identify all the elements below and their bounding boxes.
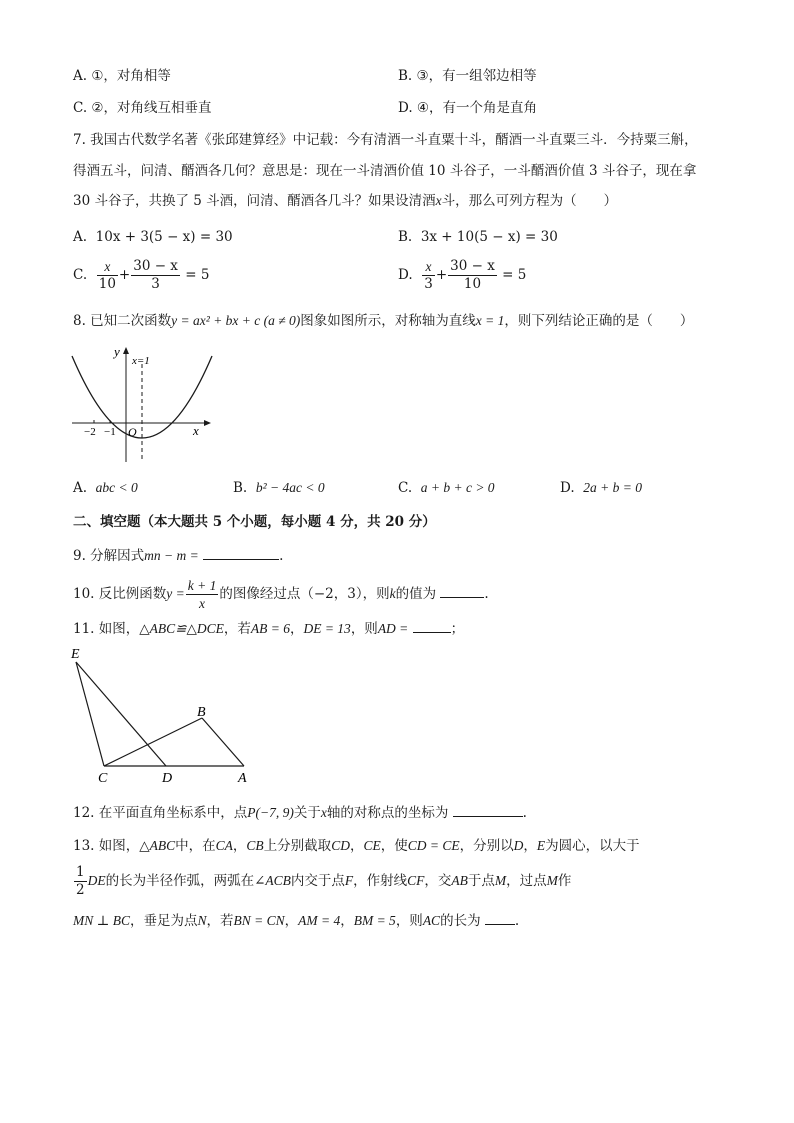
symmetry-label: x=1 <box>132 355 150 367</box>
q13-mn-perp-bc: MN ⊥ BC <box>73 913 130 928</box>
q11-congruence: △ABC≌△DCE <box>139 621 224 636</box>
q7-line-1: 7. 我国古代数学名著《张邱建算经》中记载：今有清酒一斗直粟十斗，醑酒一斗直粟三斗．今持粟三斛， <box>73 132 698 148</box>
q10-k: k <box>389 586 396 601</box>
q7-var-x: x <box>435 193 442 208</box>
q9-expression: mn − m = <box>144 548 199 563</box>
q13-angle-acb: ∠ACB <box>254 873 291 888</box>
q13-l3-text-a: ，垂足为点 <box>129 913 198 929</box>
q11-mid-1: ，若 <box>223 621 251 637</box>
segment-cb <box>104 718 202 766</box>
y-axis-arrow <box>123 347 129 354</box>
q13-l3-text-e: ，则 <box>395 913 423 929</box>
q13-l2-text-e: 于点 <box>467 873 495 889</box>
label-c: C <box>98 771 108 786</box>
q7-option-c-label: C. <box>73 267 88 283</box>
q13-point-n: N <box>197 913 207 928</box>
q13-text-f: ，分别以 <box>459 838 514 854</box>
q11-triangle-figure <box>66 644 266 786</box>
q13-l2-text-c: ，作射线 <box>353 873 408 889</box>
q13-l2-text-a: 的长为半径作弧，两弧在 <box>105 873 255 889</box>
q7-option-c: C. $\frac{x}{10}$ + $\frac{30 - x}{3}$ = 5 <box>73 258 210 292</box>
q8-stem-pre: 8. 已知二次函数 <box>73 313 172 329</box>
q13-point-e: E <box>536 838 546 853</box>
q13-cd-equals-ce: CD = CE <box>407 838 460 853</box>
q9-answer-blank[interactable] <box>203 545 279 560</box>
q13-text-d: ， <box>349 838 364 854</box>
q11-end: ； <box>450 621 465 637</box>
q11 <box>73 618 464 639</box>
q13-text-a: 中，在 <box>175 838 216 854</box>
q8-axis: x = 1 <box>475 313 505 328</box>
q8-stem-post: ，则下列结论正确的是（ ） <box>504 313 694 329</box>
tick-label-minus-2: −2 <box>84 426 96 438</box>
q13-text-g: ， <box>523 838 537 854</box>
q9 <box>73 545 283 566</box>
q10-y-equals: y = <box>166 586 185 601</box>
q13-de: DE <box>87 873 106 888</box>
q13-l3-text-f: 的长为 <box>440 913 481 929</box>
q13-cd: CD <box>331 838 350 853</box>
q10-answer-blank[interactable] <box>440 583 484 598</box>
q13-l3-text-b: ，若 <box>206 913 234 929</box>
q8-function: y = ax² + bx + c (a ≠ 0) <box>171 313 301 328</box>
q9-pre: 9. 分解因式 <box>73 548 145 564</box>
q8-option-a <box>73 478 138 498</box>
q13-am: AM = 4 <box>298 913 341 928</box>
q12-point: P(−7, 9) <box>247 805 294 820</box>
q13-pre: 13. 如图， <box>73 838 140 854</box>
q13-point-m-2: M <box>546 873 558 888</box>
q11-de: DE = 13 <box>303 621 351 636</box>
q8-stem <box>73 311 693 331</box>
q13-l2-text-f: ，过点 <box>506 873 547 889</box>
q7-option-c-fraction-2: $\frac{30 - x}{3}$ <box>133 258 178 292</box>
label-e: E <box>71 647 80 662</box>
q13-cf: CF <box>407 873 425 888</box>
q11-mid-3: ，则 <box>350 621 378 637</box>
q7-option-b-label: B. <box>398 229 413 245</box>
tick-label-minus-1: −1 <box>104 426 116 438</box>
q8-option-a-label: A. <box>73 480 88 496</box>
q10-fraction: $\frac{k + 1}{x}$ <box>187 578 217 611</box>
q7-option-a-label: A. <box>73 229 88 245</box>
label-d: D <box>162 771 173 786</box>
origin-label: O <box>128 425 137 439</box>
q8-option-d-expr: 2a + b = 0 <box>583 480 642 495</box>
section-2-heading: 二、填空题（本大题共 5 个小题，每小题 4 分，共 20 分） <box>73 514 436 530</box>
q13-half-fraction: $\frac{1}{2}$ <box>76 864 85 898</box>
q13-l2-text-g: 作 <box>557 873 572 889</box>
q7-option-c-fraction-1: $\frac{x}{10}$ <box>98 259 116 292</box>
q13-text-c: 上分别截取 <box>263 838 332 854</box>
q11-mid-2: ， <box>289 621 304 637</box>
q7-option-d: D. $\frac{x}{3}$ + $\frac{30 - x}{10}$ = 5 <box>398 258 527 292</box>
q13-ab: AB <box>451 873 468 888</box>
q10 <box>73 577 489 612</box>
q6-option-a: A. ①，对角相等 <box>73 68 171 84</box>
q13-bn-equals-cn: BN = CN <box>233 913 285 928</box>
q13-ce: CE <box>363 838 381 853</box>
q7-line-3-end: 斗，那么可列方程为（ ） <box>441 193 618 209</box>
q8-stem-mid: 图象如图所示，对称轴为直线 <box>300 313 476 329</box>
q6-option-d: D. ④，有一个角是直角 <box>398 100 538 116</box>
q13-point-d: D <box>513 838 524 853</box>
q8-option-c-expr: a + b + c > 0 <box>420 480 495 495</box>
q13-text-h: 为圆心，以大于 <box>545 838 640 854</box>
q13-point-f: F <box>344 873 354 888</box>
q9-end: . <box>279 548 284 564</box>
q6-option-b: B. ③，有一组邻边相等 <box>398 68 537 84</box>
q12-post: 轴的对称点的坐标为 <box>326 805 449 821</box>
q8-option-a-expr: abc < 0 <box>95 480 138 495</box>
q13-bm: BM = 5 <box>353 913 396 928</box>
q7-option-b <box>398 227 558 247</box>
x-axis-label: x <box>193 423 199 438</box>
q7-option-d-fraction-1: $\frac{x}{3}$ <box>424 259 433 292</box>
q8-option-c-label: C. <box>398 480 413 496</box>
q13-ca: CA <box>215 838 233 853</box>
q12-x: x <box>320 805 327 820</box>
q12-answer-blank[interactable] <box>453 802 523 817</box>
q12-pre: 12. 在平面直角坐标系中，点 <box>73 805 248 821</box>
q13-triangle: △ABC <box>139 838 176 853</box>
q13-answer-blank[interactable] <box>485 910 515 925</box>
q13-line-2 <box>73 864 571 899</box>
q10-pre: 10. 反比例函数 <box>73 586 167 602</box>
q7-option-a <box>73 227 233 247</box>
q10-end: . <box>484 586 489 602</box>
q7-option-a-eq: 10x + 3(5 − x) = 30 <box>95 229 233 245</box>
q13-text-b: ， <box>232 838 247 854</box>
q13-l2-text-b: 内交于点 <box>290 873 345 889</box>
label-a: A <box>238 771 247 786</box>
q11-pre: 11. 如图， <box>73 621 140 637</box>
q13-point-m: M <box>494 873 507 888</box>
q8-option-b <box>233 478 325 498</box>
q10-mid: 的图像经过点（−2，3），则 <box>219 586 390 602</box>
q12-end: . <box>522 805 527 821</box>
label-b: B <box>197 705 206 720</box>
q13-line-1 <box>73 836 640 856</box>
segment-ba <box>202 718 244 766</box>
q8-option-b-expr: b² − 4ac < 0 <box>255 480 325 495</box>
q8-option-b-label: B. <box>233 480 248 496</box>
q13-l3-text-d: ， <box>340 913 354 929</box>
y-axis-label: y <box>114 344 120 359</box>
q7-option-b-eq: 3x + 10(5 − x) = 30 <box>420 229 558 245</box>
q11-ad: AD = <box>377 621 409 636</box>
q13-text-e: ，使 <box>380 838 408 854</box>
q7-line-3-text: 30 斗谷子，共换了 5 斗酒，问清、醑酒各几斗？如果设清酒 <box>73 193 436 209</box>
q8-option-d-label: D. <box>560 480 575 496</box>
q10-post: 的值为 <box>395 586 437 602</box>
q8-parabola-graph <box>66 340 218 468</box>
q13-end: . <box>514 913 520 929</box>
q7-option-d-label: D. <box>398 267 413 283</box>
q11-answer-blank[interactable] <box>413 618 451 633</box>
q11-ab: AB = 6 <box>250 621 290 636</box>
q12 <box>73 802 527 823</box>
q13-l3-text-c: ， <box>284 913 299 929</box>
q7-option-d-rhs: = 5 <box>502 267 527 283</box>
q13-ac: AC <box>422 913 441 928</box>
q13-cb: CB <box>246 838 264 853</box>
q8-option-d <box>560 478 642 498</box>
q7-line-2: 得酒五斗，问清、醑酒各几何？意思是：现在一斗清酒价值 10 斗谷子，一斗醑酒价值 3 斗谷子，现在拿 <box>73 163 697 179</box>
q7-option-d-fraction-2: $\frac{30 - x}{10}$ <box>450 258 495 292</box>
q8-option-c <box>398 478 495 498</box>
x-axis-arrow <box>204 420 211 426</box>
q6-option-c: C. ②，对角线互相垂直 <box>73 100 212 116</box>
q7-option-c-rhs: = 5 <box>185 267 210 283</box>
q13-line-3 <box>73 910 519 931</box>
q7-line-3 <box>73 191 617 211</box>
q13-l2-text-d: ，交 <box>424 873 452 889</box>
q12-mid: 关于 <box>293 805 321 821</box>
